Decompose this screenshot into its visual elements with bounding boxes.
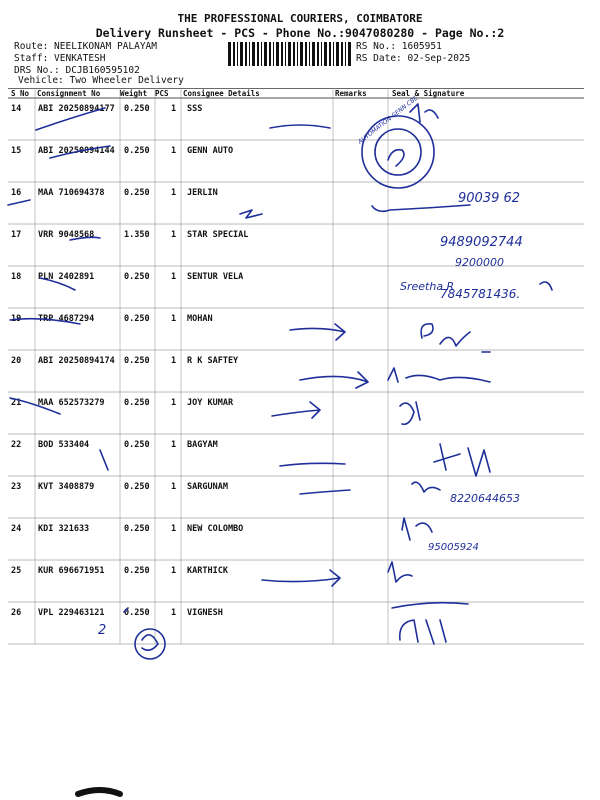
cell-consignment: KVT 3408879 [38, 482, 95, 492]
col-consignee: Consignee Details [183, 89, 260, 98]
cell-weight: 0.250 [124, 272, 150, 282]
barcode-bar [228, 42, 231, 66]
cell-pcs: 1 [171, 482, 177, 492]
cell-sno: 26 [11, 608, 22, 618]
cell-weight: 0.250 [124, 608, 150, 618]
handwritten-note: 2 [98, 623, 107, 638]
cell-consignment: TRP 4687294 [38, 314, 95, 324]
barcode-bar [269, 42, 271, 66]
cell-consignment: ABI 20250894177 [38, 104, 115, 114]
barcode-bar [276, 42, 279, 66]
barcode-bar [321, 42, 322, 66]
cell-weight: 0.250 [124, 566, 150, 576]
cell-sno: 22 [11, 440, 22, 450]
vehicle-label: Vehicle: Two Wheeler Delivery [18, 75, 184, 86]
barcode-bar [240, 42, 243, 66]
cell-weight: 0.250 [124, 146, 150, 156]
col-seal: Seal & Signature [392, 89, 465, 98]
cell-pcs: 1 [171, 356, 177, 366]
cell-sno: 23 [11, 482, 22, 492]
cell-consignee: GENN AUTO [187, 146, 234, 156]
barcode-bar [288, 42, 291, 66]
cell-pcs: 1 [171, 146, 177, 156]
route-label: Route: NEELIKONAM PALAYAM [14, 41, 157, 52]
cell-weight: 0.250 [124, 188, 150, 198]
company-name: THE PROFESSIONAL COURIERS, COIMBATORE [177, 12, 423, 25]
col-sno: S No [11, 89, 30, 98]
cell-consignee: SARGUNAM [187, 482, 228, 492]
handwritten-number: 95005924 [428, 542, 479, 553]
cell-consignment: ABI 20250894174 [38, 356, 115, 366]
barcode-bar [261, 42, 262, 66]
cell-sno: 19 [11, 314, 22, 324]
barcode-bar [329, 42, 331, 66]
barcode [228, 42, 352, 66]
cell-sno: 18 [11, 272, 22, 282]
barcode-bar [348, 42, 351, 66]
barcode-bar [233, 42, 235, 66]
barcode-bar [281, 42, 283, 66]
handwritten-number: 8220644653 [450, 492, 520, 505]
cell-weight: 1.350 [124, 230, 150, 240]
runsheet-title: Delivery Runsheet - PCS - Phone No.:9047080280 - Page No.:2 [95, 26, 505, 40]
cell-consignment: PLN 2402891 [38, 272, 95, 282]
handwritten-number: 7845781436. [440, 287, 521, 301]
barcode-bar [341, 42, 343, 66]
cell-sno: 17 [11, 230, 22, 240]
cell-consignment: ABI 20250894144 [38, 146, 115, 156]
cell-consignment: KDI 321633 [38, 524, 90, 534]
cell-consignment: MAA 652573279 [38, 398, 105, 408]
handwritten-number: 90039 62 [458, 191, 521, 206]
cell-sno: 20 [11, 356, 22, 366]
barcode-bar [333, 42, 334, 66]
cell-pcs: 1 [171, 188, 177, 198]
cell-pcs: 1 [171, 314, 177, 324]
col-remarks: Remarks [335, 89, 367, 98]
cell-consignee: SSS [187, 104, 203, 114]
cell-sno: 21 [11, 398, 22, 408]
handwritten-number: 9200000 [455, 256, 504, 269]
table-grid [8, 88, 584, 648]
barcode-bar [312, 42, 315, 66]
stamp-text: AUTOMATION GENN CBE [356, 94, 420, 146]
cell-weight: 0.250 [124, 440, 150, 450]
barcode-bar [249, 42, 250, 66]
cell-consignee: MOHAN [187, 314, 213, 324]
cell-weight: 0.250 [124, 524, 150, 534]
scan-artifact [78, 790, 120, 794]
cell-weight: 0.250 [124, 482, 150, 492]
barcode-bar [336, 42, 339, 66]
cell-consignee: NEW COLOMBO [187, 524, 244, 534]
cell-consignment: MAA 710694378 [38, 188, 105, 198]
barcode-bar [245, 42, 247, 66]
barcode-bar [317, 42, 319, 66]
col-pcs: PCS [155, 89, 169, 98]
cell-consignee: KARTHICK [187, 566, 228, 576]
barcode-bar [305, 42, 307, 66]
barcode-bar [264, 42, 267, 66]
barcode-bar [285, 42, 286, 66]
cell-sno: 14 [11, 104, 22, 114]
handwritten-name: Sreetha R [400, 280, 455, 293]
barcode-bar [324, 42, 327, 66]
cell-weight: 0.250 [124, 314, 150, 324]
cell-consignment: VRR 9048568 [38, 230, 95, 240]
cell-pcs: 1 [171, 524, 177, 534]
staff-label: Staff: VENKATESH [14, 53, 106, 64]
cell-pcs: 1 [171, 272, 177, 282]
barcode-bar [252, 42, 255, 66]
barcode-bar [273, 42, 274, 66]
cell-pcs: 1 [171, 566, 177, 576]
barcode-bar [293, 42, 295, 66]
cell-weight: 0.250 [124, 104, 150, 114]
barcode-bar [297, 42, 298, 66]
barcode-bar [309, 42, 310, 66]
cell-pcs: 1 [171, 398, 177, 408]
cell-sno: 25 [11, 566, 22, 576]
cell-consignee: BAGYAM [187, 440, 218, 450]
col-weight: Weight [120, 89, 148, 98]
cell-sno: 15 [11, 146, 22, 156]
cell-consignee: JERLIN [187, 188, 218, 198]
barcode-bar [345, 42, 346, 66]
cell-pcs: 1 [171, 608, 177, 618]
barcode-bar [300, 42, 303, 66]
cell-consignment: KUR 696671951 [38, 566, 105, 576]
col-consignment: Consignment No [37, 89, 101, 98]
cell-sno: 16 [11, 188, 22, 198]
cell-consignee: STAR SPECIAL [187, 230, 249, 240]
cell-weight: 0.250 [124, 398, 150, 408]
barcode-bar [237, 42, 238, 66]
drs-label: DRS No.: DCJB160595102 [14, 65, 140, 76]
cell-pcs: 1 [171, 104, 177, 114]
rs-date: RS Date: 02-Sep-2025 [356, 53, 471, 64]
cell-consignment: VPL 229463121 [38, 608, 105, 618]
cell-pcs: 1 [171, 440, 177, 450]
barcode-bar [257, 42, 259, 66]
rs-number: RS No.: 1605951 [356, 41, 442, 52]
cell-consignee: VIGNESH [187, 608, 223, 618]
cell-weight: 0.250 [124, 356, 150, 366]
cell-consignee: R K SAFTEY [187, 356, 239, 366]
cell-pcs: 1 [171, 230, 177, 240]
handwritten-number: 9489092744 [440, 235, 523, 250]
cell-consignee: JOY KUMAR [187, 398, 234, 408]
cell-sno: 24 [11, 524, 22, 534]
cell-consignment: BOD 533404 [38, 440, 90, 450]
cell-consignee: SENTUR VELA [187, 272, 244, 282]
